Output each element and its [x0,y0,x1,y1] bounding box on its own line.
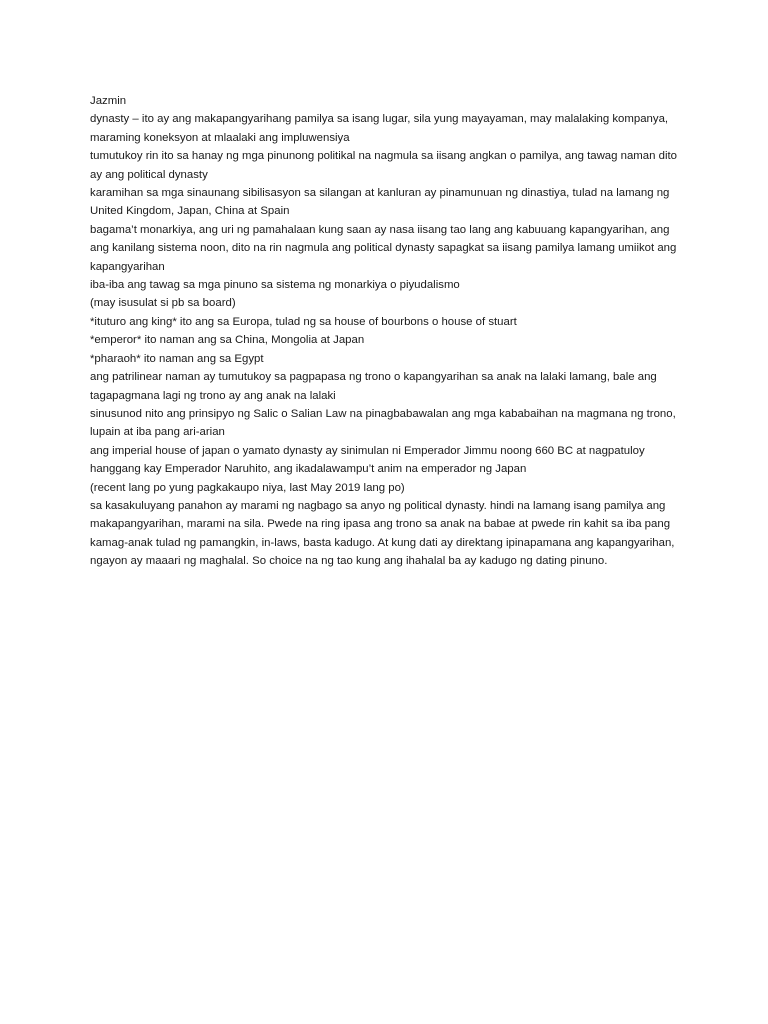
paragraph-pharaoh: *pharaoh* ito naman ang sa Egypt [90,352,264,365]
paragraph-dynasty-definition: dynasty – ito ay ang makapangyarihang pamilya sa isang lugar, sila yung mayayaman, may malalaking kompanya, maraming koneksyon at mlaalaki ang impluwensiya [90,113,669,144]
paragraph-political-dynasty: tumutukoy rin ito sa hanay ng mga pinunong politikal na nagmula sa iisang angkan o pamilya, ang tawag naman dito ay ang political dynasty [90,150,677,181]
author-name: Jazmin [90,95,127,107]
paragraph-ancient-civilizations: karamihan sa mga sinaunang sibilisasyon sa silangan at kanluran ay pinamunuan ng dinastiya, tulad na lamang ng United Kingdom, Japan, China at Spain [90,187,670,218]
paragraph-salic-law: sinusunod nito ang prinsipyo ng Salic o Salian Law na pinagbabawalan ang mga kababaihan na magmana ng trono, lupain at iba pang ari-arian [90,407,676,439]
paragraph-modern-dynasty: sa kasakuluyang panahon ay marami ng nagbago sa anyo ng political dynasty. hindi na lamang isang pamilya ang makapangyarihan, marami na sila. Pwede na ring ipasa ang trono sa anak na babae at pwede rin kahit sa iba pang kamag-anak tulad ng pamangkin, in-laws, basta kadugo. At kung dati ay direktang ipinapamana ang kapangyarihan, ngayon ay maaari ng maghalal. So choice na ng tao kung ang ihahalal ba ay kadugo ng dating pinuno. [90,499,675,568]
paragraph-king: *ituturo ang king* ito ang sa Europa, tulad ng sa house of bourbons o house of stuart [90,315,517,328]
paragraph-emperor: *emperor* ito naman ang sa China, Mongolia at Japan [90,334,365,347]
paragraph-yamato-dynasty: ang imperial house of japan o yamato dynasty ay sinimulan ni Emperador Jimmu noong 660 BC at nagpatuloy hanggang kay Emperador Naruhito, ang ikadalawampu’t anim na emperador ng Japan [90,444,645,476]
paragraph-board-note: (may isusulat si pb sa board) [90,297,236,310]
paragraph-patrilinear: ang patrilinear naman ay tumutukoy sa pagpapasa ng trono o kapangyarihan sa anak na lalaki lamang, bale ang tagapagmana lagi ng trono ay ang anak na lalaki [90,371,657,402]
paragraph-monarchy: bagama’t monarkiya, ang uri ng pamahalaan kung saan ay nasa iisang tao lang ang kabuuang kapangyarihan, ang ang kanilang sistema noon, dito na rin nagmula ang political dynasty sapagkat sa iisang pamilya lamang umiikot ang kapangyarihan [90,223,677,273]
document-body [90,92,690,571]
paragraph-ruler-titles: iba-iba ang tawag sa mga pinuno sa sistema ng monarkiya o piyudalismo [90,279,460,292]
paragraph-recent-note: (recent lang po yung pagkakaupo niya, last May 2019 lang po) [90,481,405,494]
